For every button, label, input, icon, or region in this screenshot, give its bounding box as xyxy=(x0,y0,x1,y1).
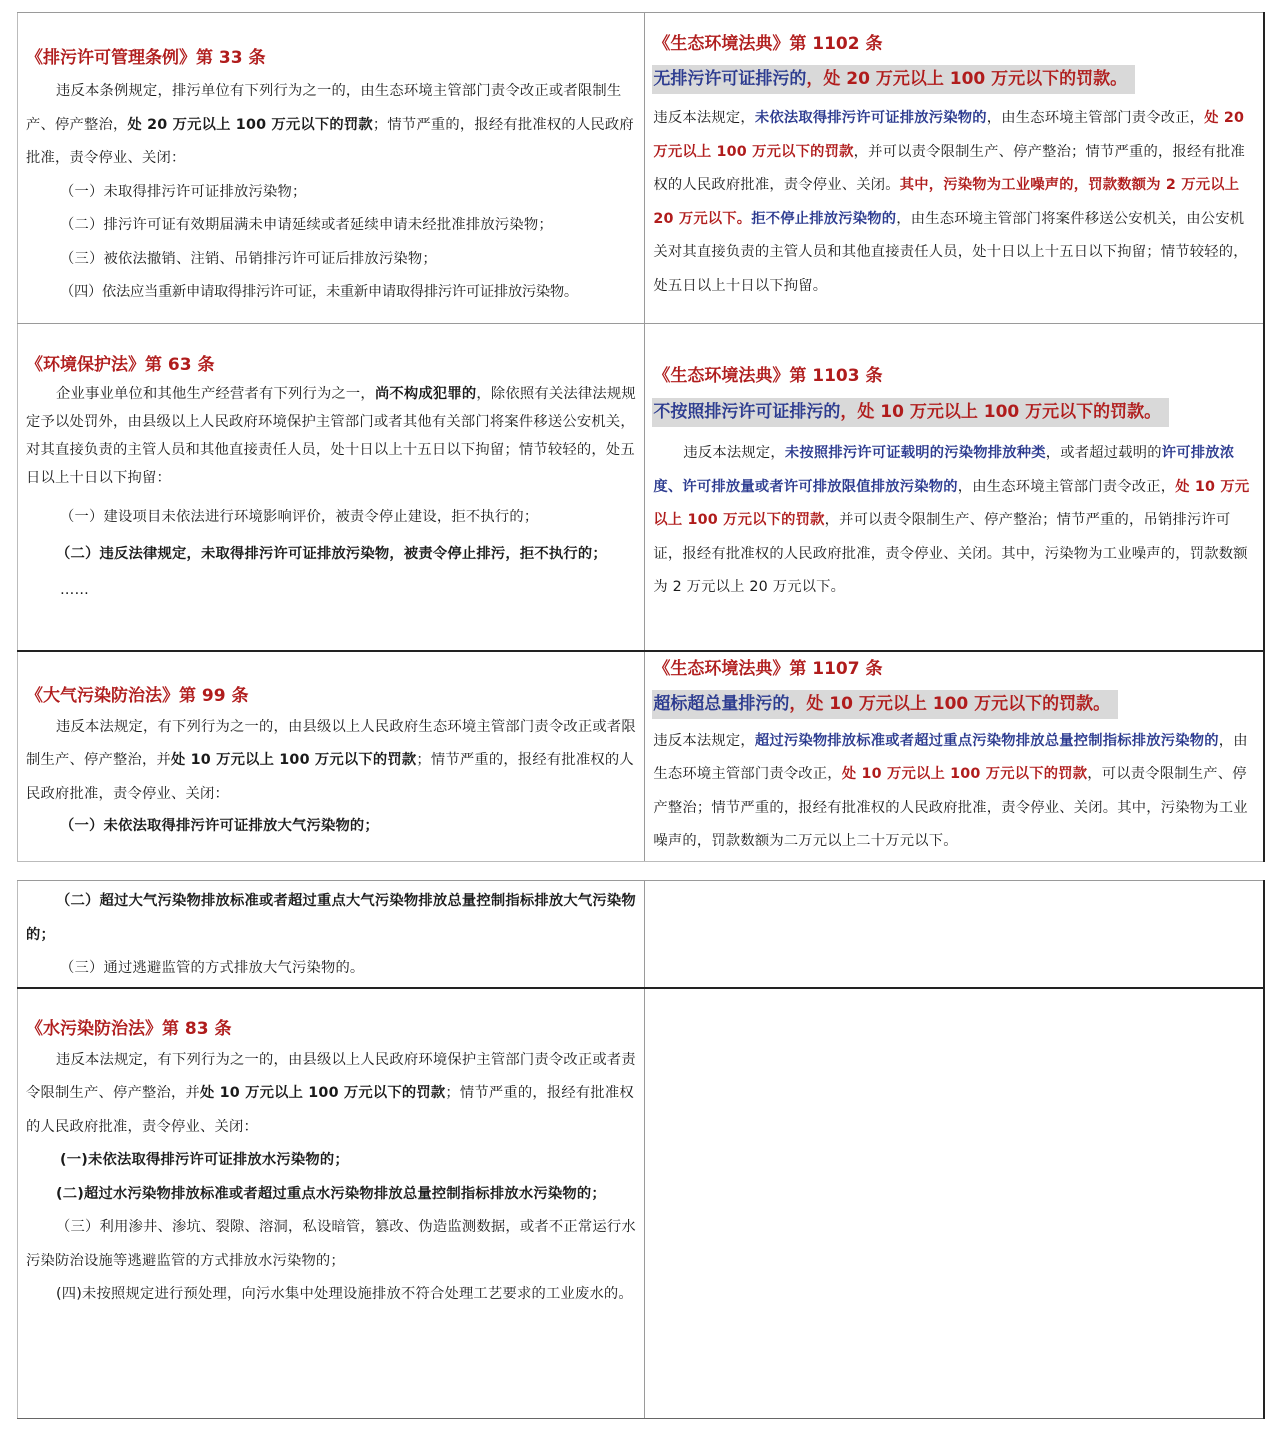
emphasis-blue: 超过污染物排放标准或者超过重点污染物排放总量控制指标排放污染物的 xyxy=(754,732,1219,749)
law-title: 《排污许可管理条例》第 33 条 xyxy=(26,48,266,68)
emphasis-red: 处 20 万元以上 100 万元以下的罚款 xyxy=(653,110,1245,160)
emphasis-red: 处 10 万元以上 100 万元以下的罚款 xyxy=(841,766,1088,782)
old-law-cell xyxy=(18,988,645,1419)
table-row xyxy=(18,988,1265,1419)
text: 违反本法规定， xyxy=(653,110,755,126)
list-item: （二）超过大气污染物排放标准或者超过重点大气污染物排放总量控制指标排放大气污染物的； xyxy=(26,893,636,943)
old-law-cell xyxy=(18,324,645,651)
new-law-cell-empty xyxy=(645,988,1264,1419)
emphasis-blue: 未按照排污许可证载明的污染物排放种类 xyxy=(784,445,1046,461)
list-item: （三）利用渗井、渗坑、裂隙、溶洞，私设暗管，篡改、伪造监测数据，或者不正常运行水污染防治设施等逃避监管的方式排放水污染物的； xyxy=(26,1219,636,1269)
law-title: 《生态环境法典》第 1102 条 xyxy=(653,34,883,54)
new-law-cell xyxy=(645,13,1264,324)
law-title: 《水污染防治法》第 83 条 xyxy=(26,1018,232,1039)
summary-blue: 无排污许可证排污的 xyxy=(653,69,807,89)
summary-red: ，处 10 万元以上 100 万元以下的罚款。 xyxy=(840,402,1162,422)
text: 违反本法规定，有下列行为之一的，由县级以上人民政府环境保护主管部门责令改正或者责令限制生产、停产整治，并 xyxy=(26,1051,636,1101)
summary-red: ，处 20 万元以上 100 万元以下的罚款。 xyxy=(806,69,1128,89)
text: ，或者超过载明的 xyxy=(1045,445,1162,461)
list-item: (二)超过水污染物排放标准或者超过重点水污染物排放总量控制指标排放水污染物的； xyxy=(56,1185,606,1202)
penalty-text: 处 10 万元以上 100 万元以下的罚款 xyxy=(199,1085,446,1101)
law-title: 《大气污染防治法》第 99 条 xyxy=(26,685,249,706)
text: ，由生态环境主管部门责令改正， xyxy=(986,110,1205,126)
law-paragraph xyxy=(26,1044,636,1145)
text: ，由生态环境主管部门责令改正， xyxy=(957,478,1176,495)
text: 企业事业单位和其他生产经营者有下列行为之一， xyxy=(56,386,375,402)
summary-red: ，处 10 万元以上 100 万元以下的罚款。 xyxy=(789,693,1111,714)
penalty-text: 处 20 万元以上 100 万元以下的罚款 xyxy=(127,116,373,133)
law-paragraph xyxy=(26,75,636,176)
text: ；情节严重的，报经有批准权的人民政府批准，责令停业、关闭： xyxy=(26,752,634,802)
emphasis-red: 其中，污染物为工业噪声的，罚款数额为 2 万元以上 20 万元以下。 xyxy=(653,177,1240,227)
emphasis-blue: 拒不停止排放污染物的 xyxy=(751,210,897,227)
law-paragraph xyxy=(26,711,636,812)
list-item: (一)未依法取得排污许可证排放水污染物的； xyxy=(60,1152,349,1168)
list-item: （三）通过逃避监管的方式排放大气污染物的。 xyxy=(60,960,365,976)
table-row xyxy=(18,651,1265,862)
new-law-cell xyxy=(645,324,1264,651)
law-title: 《生态环境法典》第 1103 条 xyxy=(653,366,883,386)
text: 违反本法规定， xyxy=(653,732,755,749)
emphasis-blue: 许可排放浓度、许可排放量或者许可排放限值排放污染物的 xyxy=(653,445,1235,495)
new-law-cell xyxy=(645,651,1264,862)
emphasis-text: 尚不构成犯罪的 xyxy=(374,386,477,402)
emphasis-blue: 未依法取得排污许可证排放污染物的 xyxy=(754,110,987,126)
penalty-text: 处 10 万元以上 100 万元以下的罚款 xyxy=(170,752,417,768)
list-item: （三）被依法撤销、注销、吊销排污许可证后排放污染物； xyxy=(60,250,437,267)
text: ，并可以责令限制生产、停产整治；情节严重的，报经有批准权的人民政府批准，责令停业、关闭。 xyxy=(653,143,1246,193)
list-item: （一）未依法取得排污许可证排放大气污染物的； xyxy=(60,818,379,834)
text: 违反本条例规定，排污单位有下列行为之一的，由生态环境主管部门责令改正或者限制生产、停产整治， xyxy=(26,83,622,133)
comparison-table-part-2 xyxy=(17,880,1265,1419)
old-law-cell xyxy=(18,881,645,988)
summary-blue: 超标超总量排污的 xyxy=(653,693,790,714)
law-paragraph xyxy=(653,437,1255,605)
law-title: 《环境保护法》第 63 条 xyxy=(26,355,215,375)
ellipsis: …… xyxy=(60,582,89,598)
law-paragraph xyxy=(653,725,1255,859)
law-paragraph xyxy=(653,102,1255,303)
text: ，由生态环境主管部门将案件移送公安机关，由公安机关对其直接负责的主管人员和其他直接责任人员，处十日以上十五日以下拘留；情节较轻的，处五日以上十日以下拘留。 xyxy=(653,210,1248,294)
text: 违反本法规定，有下列行为之一的，由县级以上人民政府生态环境主管部门责令改正或者限制生产、停产整治，并 xyxy=(26,718,636,768)
law-paragraph xyxy=(26,380,636,492)
list-item: （二）排污许可证有效期届满未申请延续或者延续申请未经批准排放污染物； xyxy=(60,217,553,233)
list-item: （四）依法应当重新申请取得排污许可证，未重新申请取得排污许可证排放污染物。 xyxy=(60,284,578,300)
summary-highlight xyxy=(653,65,1255,94)
table-row xyxy=(18,324,1265,651)
text: ；情节严重的，报经有批准权的人民政府批准，责令停业、关闭： xyxy=(26,1085,634,1135)
list-item: （一）未取得排污许可证排放污染物； xyxy=(60,183,307,200)
old-law-cell xyxy=(18,13,645,324)
law-title: 《生态环境法典》第 1107 条 xyxy=(653,658,883,679)
summary-highlight xyxy=(653,690,1255,719)
table-row xyxy=(18,13,1265,324)
summary-blue: 不按照排污许可证排污的 xyxy=(653,402,841,422)
emphasis-red: 处 10 万元以上 100 万元以下的罚款 xyxy=(653,478,1250,528)
old-law-cell xyxy=(18,651,645,862)
new-law-cell-empty xyxy=(645,881,1264,988)
text: 违反本法规定， xyxy=(683,445,785,461)
summary-highlight xyxy=(653,398,1255,427)
comparison-table-part-1 xyxy=(17,12,1265,862)
text: ，除依照有关法律法规规定予以处罚外，由县级以上人民政府环境保护主管部门或者其他有关部门将案件移送公安机关，对其直接负责的主管人员和其他直接责任人员，处十日以上十五日以下拘留；情节较轻的，处五日以上十日以下拘留： xyxy=(26,386,636,486)
text: ；情节严重的，报经有批准权的人民政府批准，责令停业、关闭： xyxy=(26,116,634,166)
table-row xyxy=(18,881,1265,988)
text: ，并可以责令限制生产、停产整治；情节严重的，吊销排污许可证，报经有批准权的人民政府批准，责令停业、关闭。其中，污染物为工业噪声的，罚款数额为 2 万元以上 20 万元以下。 xyxy=(653,512,1248,595)
list-item: （二）违反法律规定，未取得排污许可证排放污染物，被责令停止排污，拒不执行的； xyxy=(56,546,607,562)
text: ，可以责令限制生产、停产整治；情节严重的，报经有批准权的人民政府批准，责令停业、关闭。其中，污染物为工业噪声的，罚款数额为二万元以上二十万元以下。 xyxy=(653,766,1248,849)
list-item: （一）建设项目未依法进行环境影响评价，被责令停止建设，拒不执行的； xyxy=(60,509,539,525)
list-item: (四)未按照规定进行预处理，向污水集中处理设施排放不符合处理工艺要求的工业废水的。 xyxy=(56,1286,633,1302)
text: ，由生态环境主管部门责令改正， xyxy=(653,732,1248,782)
